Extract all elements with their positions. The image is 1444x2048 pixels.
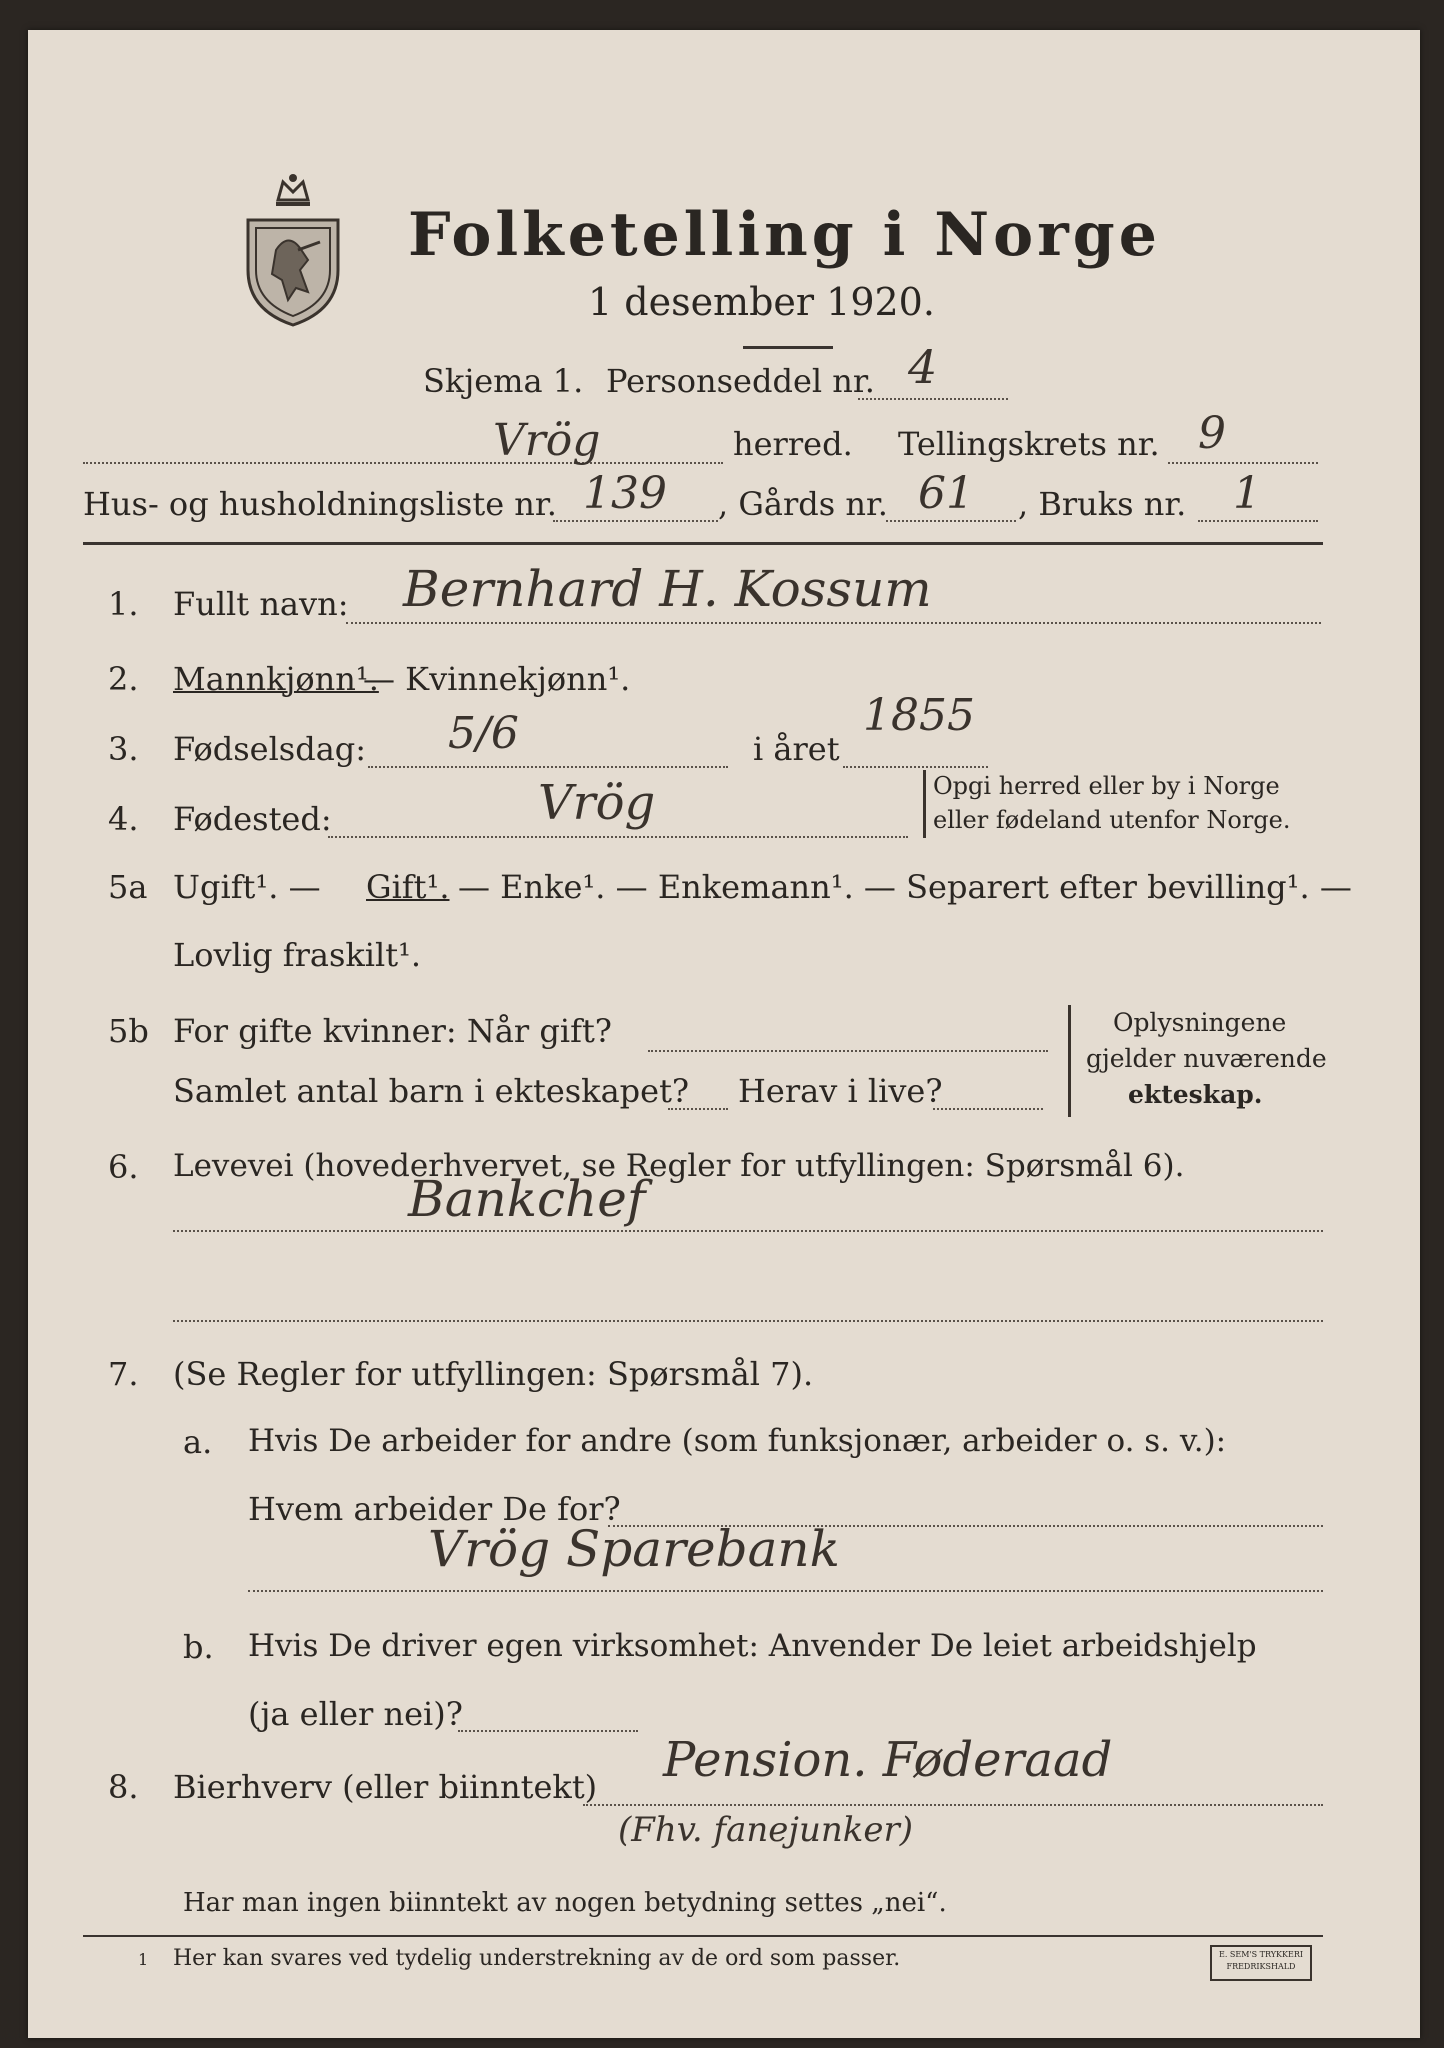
q5b-label-2: Samlet antal barn i ekteskapet? — [173, 1072, 690, 1110]
q4-note-1: Opgi herred eller by i Norge — [933, 772, 1280, 800]
q5a-gift: Gift¹. — [366, 868, 450, 906]
q5a-number: 5a — [108, 868, 148, 906]
census-date: 1 desember 1920. — [588, 280, 935, 324]
q7b-label: (ja eller nei)? — [248, 1695, 463, 1733]
printer-stamp-line-1: E. SEM'S TRYKKERI — [1218, 1950, 1304, 1959]
q5b-number: 5b — [108, 1012, 149, 1050]
q6-label: Levevei (hovederhvervet, se Regler for utfyllingen: Spørsmål 6). — [173, 1148, 1185, 1184]
tellingskrets-value: 9 — [1198, 408, 1226, 459]
q2-mannkjonn: Mannkjønn¹. — [173, 660, 379, 698]
q6-line-2 — [173, 1320, 1323, 1322]
q5a-ugift: Ugift¹. — — [173, 868, 321, 906]
q7a-label: Hvem arbeider De for? — [248, 1490, 621, 1528]
gaards-label: , Gårds nr. — [718, 485, 888, 523]
q2-number: 2. — [108, 660, 139, 698]
footnote-mark: 1 — [138, 1950, 149, 1969]
q3-number: 3. — [108, 730, 139, 768]
q3-line — [368, 766, 728, 768]
hus-value: 139 — [583, 468, 667, 519]
coat-of-arms-icon — [238, 170, 348, 330]
q7b-line — [458, 1730, 638, 1732]
tellingskrets-label: Tellingskrets nr. — [898, 425, 1160, 463]
personseddel-value: 4 — [908, 340, 938, 394]
personseddel-label: Personseddel nr. — [606, 362, 875, 400]
q3-aaret-value: 1855 — [863, 690, 975, 741]
q5b-line-3 — [933, 1108, 1043, 1110]
header-rule — [83, 542, 1323, 545]
q7b-letter: b. — [183, 1628, 214, 1666]
q4-number: 4. — [108, 800, 139, 838]
hus-line — [553, 520, 718, 522]
bruks-label: , Bruks nr. — [1018, 485, 1187, 523]
q8-value: Pension. Føderaad — [663, 1732, 1113, 1788]
q5a-line2: Lovlig fraskilt¹. — [173, 936, 422, 974]
q6-number: 6. — [108, 1148, 139, 1186]
footer-rule — [83, 1935, 1323, 1937]
q4-line — [328, 836, 908, 838]
q3-aaret-line — [843, 766, 988, 768]
q7a-letter: a. — [183, 1423, 213, 1461]
q6-value: Bankchef — [408, 1170, 646, 1228]
herred-line — [83, 462, 723, 464]
q7-label: (Se Regler for utfyllingen: Spørsmål 7). — [173, 1355, 814, 1393]
form-title: Folketelling i Norge — [408, 200, 1161, 270]
tellingskrets-line — [1168, 462, 1318, 464]
q7a-line-2 — [248, 1590, 1323, 1592]
skjema-label: Skjema 1. — [423, 362, 584, 400]
q8-number: 8. — [108, 1768, 139, 1806]
q5b-note-1: Oplysningene — [1113, 1008, 1287, 1037]
q5a-rest: — Enke¹. — Enkemann¹. — Separert efter bevilling¹. — — [458, 868, 1352, 906]
bruks-value: 1 — [1233, 468, 1261, 519]
hus-label: Hus- og husholdningsliste nr. — [83, 485, 557, 523]
q4-brace — [923, 770, 926, 838]
q5b-line-2 — [668, 1108, 728, 1110]
q3-value: 5/6 — [448, 708, 519, 759]
q7a-value: Vrög Sparebank — [428, 1520, 840, 1578]
q8-line — [583, 1804, 1323, 1806]
q1-label: Fullt navn: — [173, 585, 349, 623]
q3-aaret-label: i året — [753, 730, 840, 768]
q4-note-2: eller fødeland utenfor Norge. — [933, 806, 1291, 834]
q5b-note-3: ekteskap. — [1128, 1080, 1263, 1109]
bruks-line — [1198, 520, 1318, 522]
q7-number: 7. — [108, 1355, 139, 1393]
q3-label: Fødselsdag: — [173, 730, 367, 768]
q8-value-2: (Fhv. fanejunker) — [618, 1810, 913, 1850]
q5b-note-2: gjelder nuværende — [1086, 1044, 1327, 1073]
footer-note: Har man ingen biinntekt av nogen betydning settes „nei“. — [183, 1888, 947, 1918]
q5b-label-1: For gifte kvinner: Når gift? — [173, 1012, 612, 1050]
q4-label: Fødested: — [173, 800, 332, 838]
herred-value: Vrög — [493, 415, 601, 466]
gaards-value: 61 — [918, 468, 974, 519]
q1-number: 1. — [108, 585, 139, 623]
personseddel-line — [858, 398, 1008, 400]
q5b-brace — [1068, 1005, 1071, 1117]
q1-line — [346, 622, 1321, 624]
q4-value: Vrög — [538, 775, 656, 831]
printer-stamp — [1210, 1945, 1312, 1981]
footnote-text: Her kan svares ved tydelig understrekning av de ord som passer. — [173, 1946, 901, 1971]
q7a-text: Hvis De arbeider for andre (som funksjonær, arbeider o. s. v.): — [248, 1423, 1227, 1459]
herred-label: herred. — [733, 425, 853, 463]
q1-value: Bernhard H. Kossum — [403, 560, 932, 618]
title-divider — [743, 346, 833, 349]
gaards-line — [886, 520, 1016, 522]
q2-rest: — Kvinnekjønn¹. — [363, 660, 631, 698]
printer-stamp-line-2: FREDRIKSHALD — [1226, 1962, 1296, 1971]
q6-line-1 — [173, 1230, 1323, 1232]
q5b-line-1 — [648, 1050, 1048, 1052]
q5b-label-3: Herav i live? — [738, 1072, 943, 1110]
q8-label: Bierhverv (eller biinntekt) — [173, 1768, 598, 1806]
q7b-text: Hvis De driver egen virksomhet: Anvender De leiet arbeidshjelp — [248, 1628, 1257, 1664]
census-form — [28, 30, 1420, 2038]
